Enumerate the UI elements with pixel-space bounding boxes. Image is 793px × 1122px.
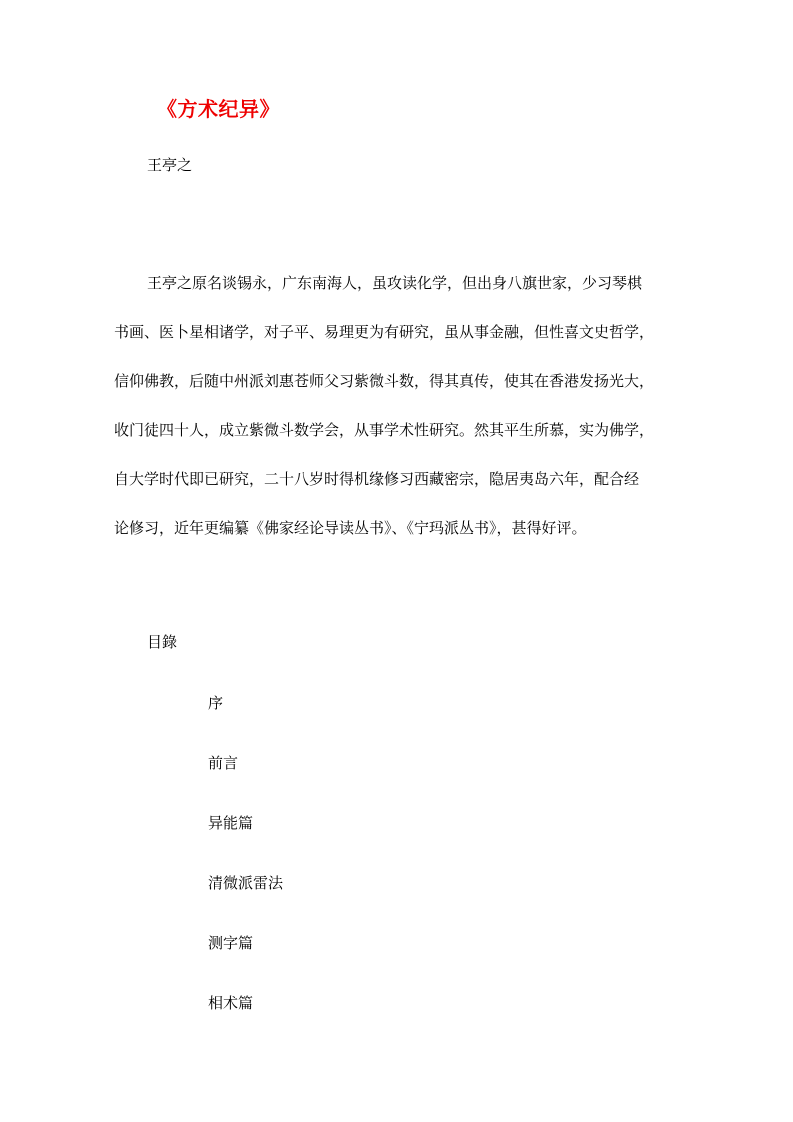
toc-heading: 目錄 — [147, 633, 178, 651]
toc-item: 异能篇 — [208, 814, 254, 832]
toc-item: 测字篇 — [208, 934, 254, 952]
toc-item: 清微派雷法 — [208, 874, 284, 892]
document-title: 《方术纪异》 — [157, 97, 280, 121]
author-bio-paragraph — [114, 268, 694, 562]
bio-line: 信仰佛教，后随中州派刘惠苍师父习紫微斗数，得其真传，使其在香港发扬光大， — [114, 372, 655, 390]
author-name: 王亭之 — [147, 156, 193, 174]
bio-line: 王亭之原名谈锡永，广东南海人，虽攻读化学，但出身八旗世家，少习琴棋 — [147, 274, 643, 292]
bio-line: 论修习，近年更编纂《佛家经论导读丛书》、《宁玛派丛书》，甚得好评。 — [114, 519, 587, 537]
toc-item: 序 — [208, 694, 224, 712]
bio-line: 收门徒四十人，成立紫微斗数学会，从事学术性研究。然其平生所慕，实为佛学， — [114, 421, 655, 439]
bio-line: 自大学时代即已研究，二十八岁时得机缘修习西藏密宗，隐居夷岛六年，配合经 — [114, 470, 640, 488]
toc-item: 前言 — [208, 754, 239, 772]
bio-line: 书画、医卜星相诸学，对子平、易理更为有研究，虽从事金融，但性喜文史哲学， — [114, 323, 655, 341]
toc-item: 相术篇 — [208, 994, 254, 1012]
table-of-contents — [208, 691, 283, 1051]
